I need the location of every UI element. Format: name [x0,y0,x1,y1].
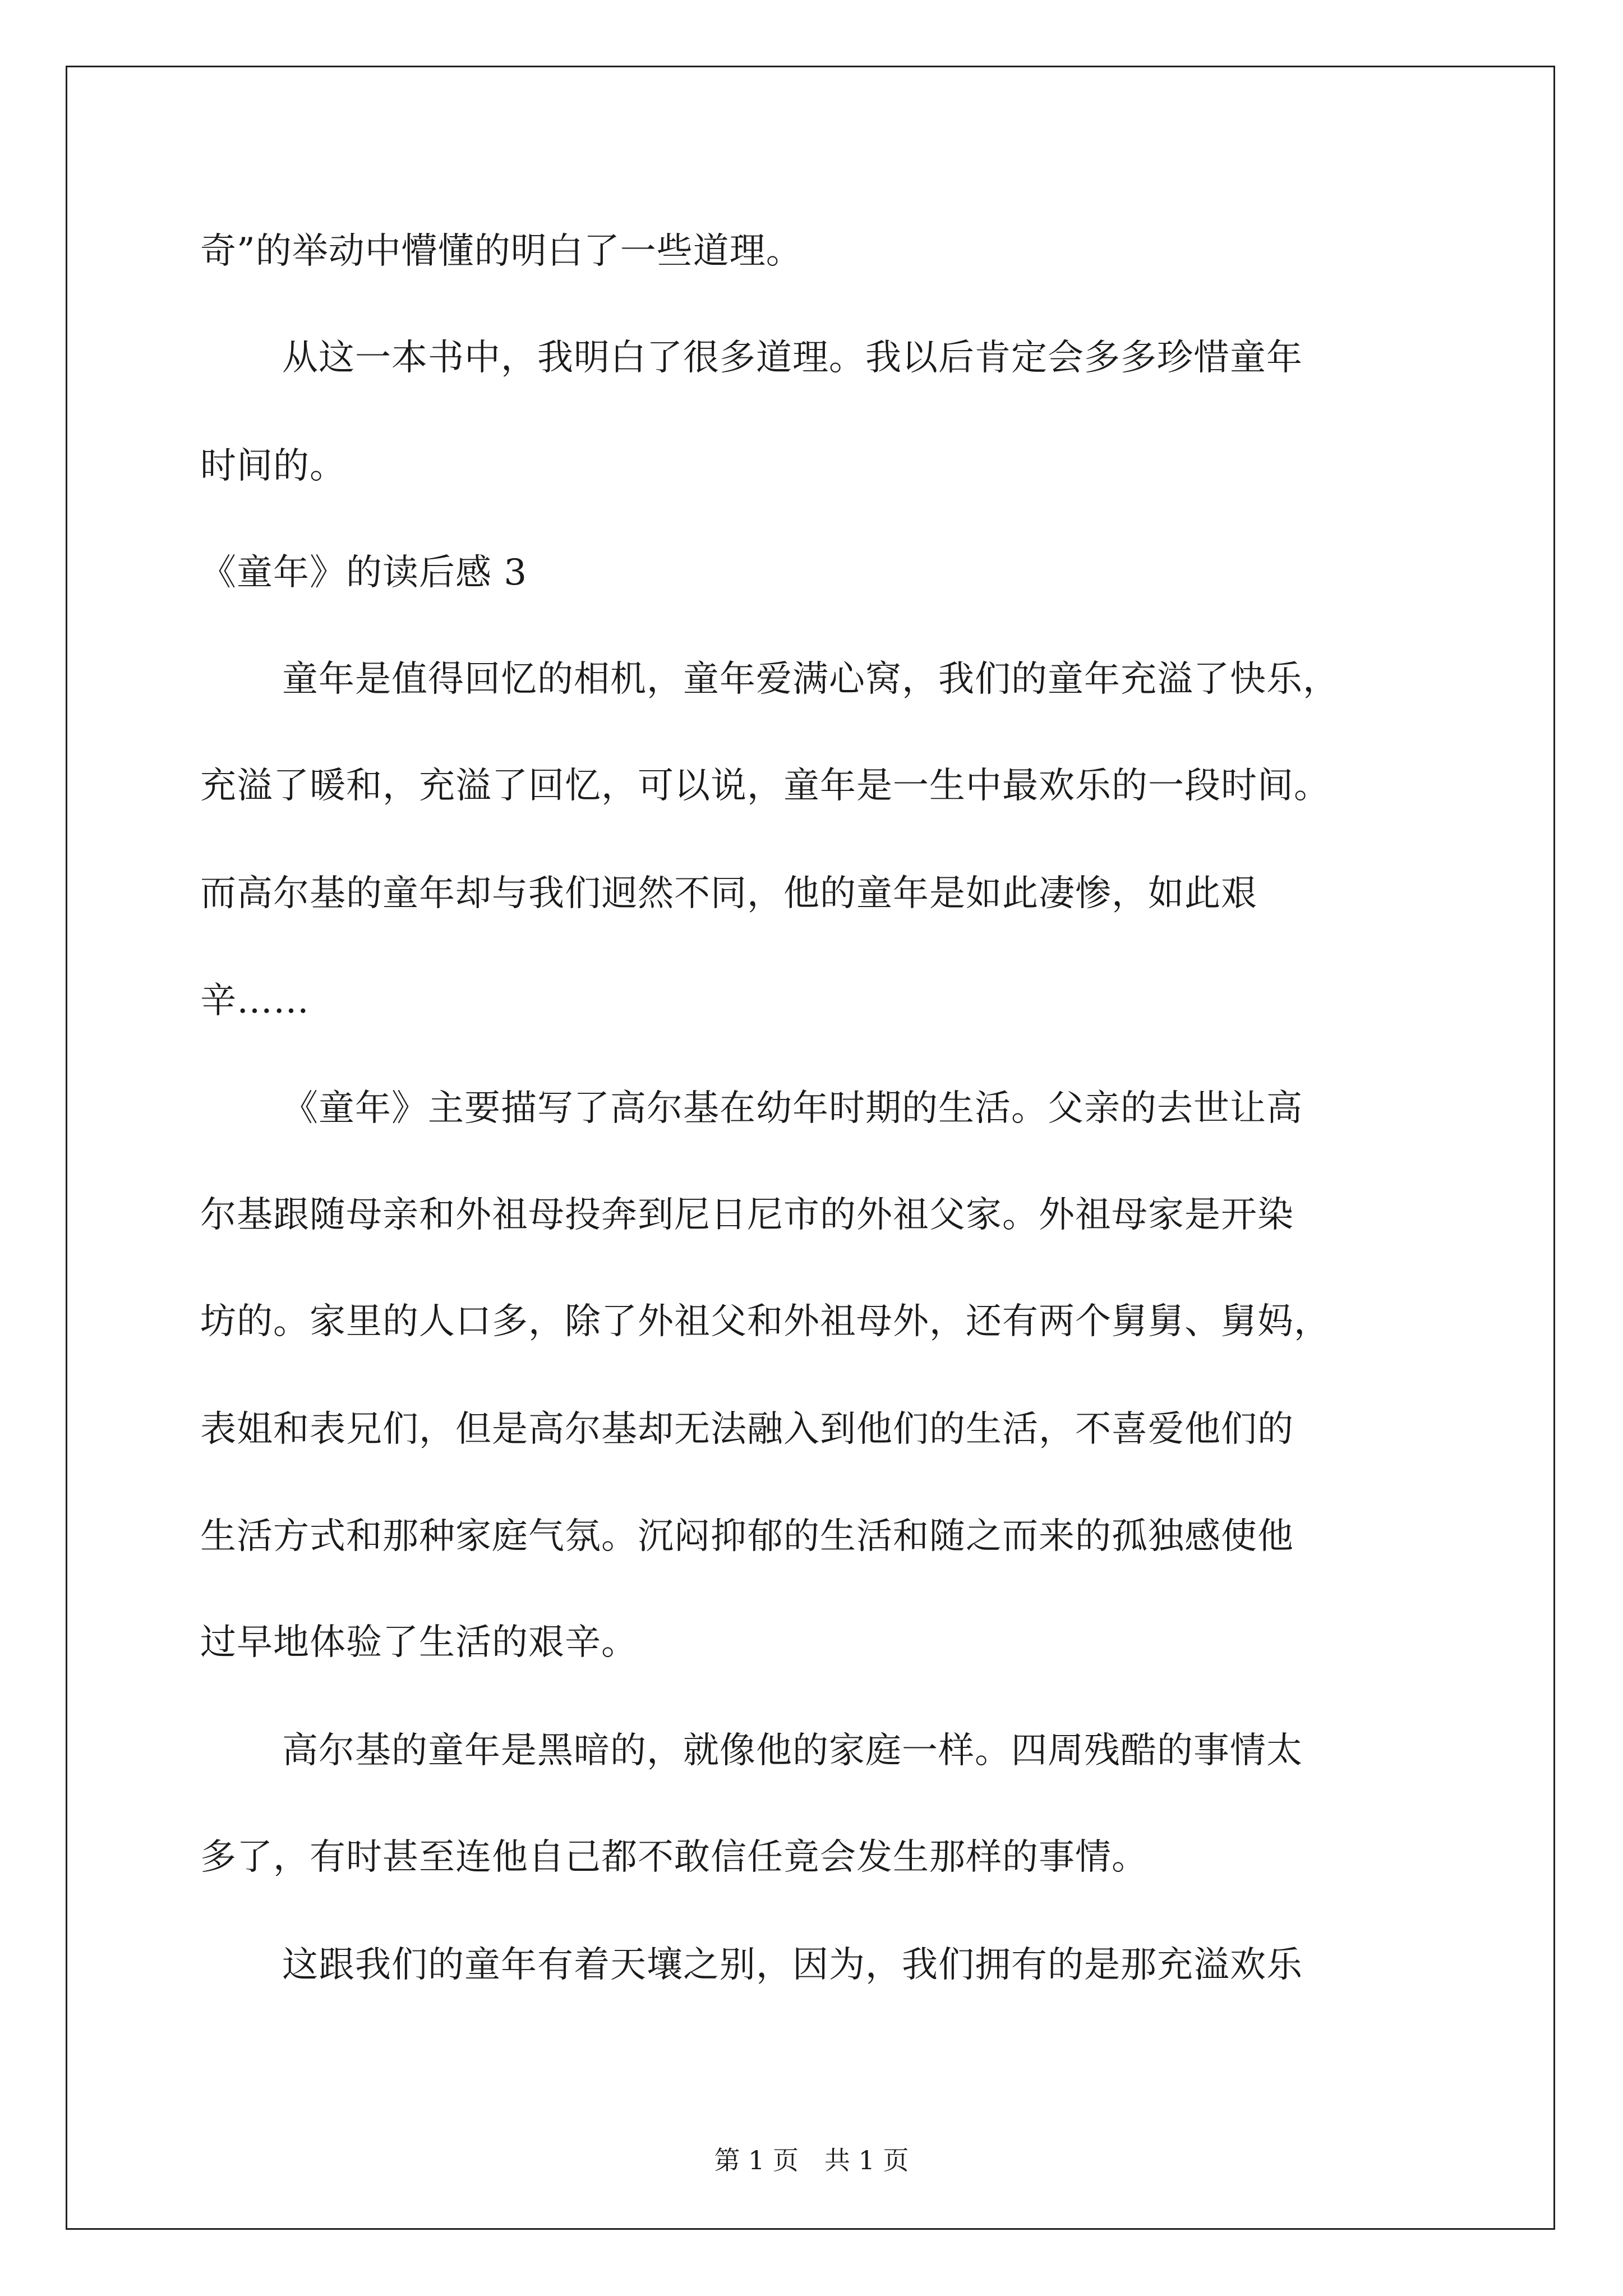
page-border [66,66,1555,2230]
paragraph-line: 辛…… [200,980,310,1022]
paragraph-line: 《童年》主要描写了高尔基在幼年时期的生活。父亲的去世让高 [282,1088,1303,1129]
paragraph-line: 充溢了暖和，充溢了回忆，可以说，童年是一生中最欢乐的一段时间。 [200,765,1330,807]
paragraph-line: 多了，有时甚至连他自己都不敢信任竟会发生那样的事情。 [200,1837,1148,1878]
paragraph-line: 而高尔基的童年却与我们迥然不同，他的童年是如此凄惨，如此艰 [200,873,1257,914]
paragraph-line: 过早地体验了生活的艰辛。 [200,1622,638,1663]
paragraph-line: 时间的。 [200,445,346,487]
section-heading: 《童年》的读后感 3 [200,552,528,593]
paragraph-line: 童年是值得回忆的相机，童年爱满心窝，我们的童年充溢了快乐， [282,659,1339,700]
paragraph-line: 高尔基的童年是黑暗的，就像他的家庭一样。四周残酷的事情太 [282,1730,1303,1772]
paragraph-line: 这跟我们的童年有着天壤之别，因为，我们拥有的是那充溢欢乐 [282,1944,1303,1986]
paragraph-line: 尔基跟随母亲和外祖母投奔到尼日尼市的外祖父家。外祖母家是开染 [200,1194,1294,1236]
paragraph-line: 奇”的举动中懵懂的明白了一些道理。 [200,231,803,272]
paragraph-line: 从这一本书中，我明白了很多道理。我以后肯定会多多珍惜童年 [282,337,1303,379]
paragraph-line: 生活方式和那种家庭气氛。沉闷抑郁的生活和随之而来的孤独感使他 [200,1516,1294,1557]
paragraph-line: 表姐和表兄们，但是高尔基却无法融入到他们的生活，不喜爱他们的 [200,1409,1294,1450]
paragraph-line: 坊的。家里的人口多，除了外祖父和外祖母外，还有两个舅舅、舅妈， [200,1301,1330,1342]
page-number: 第 1 页 共 1 页 [714,2145,909,2175]
